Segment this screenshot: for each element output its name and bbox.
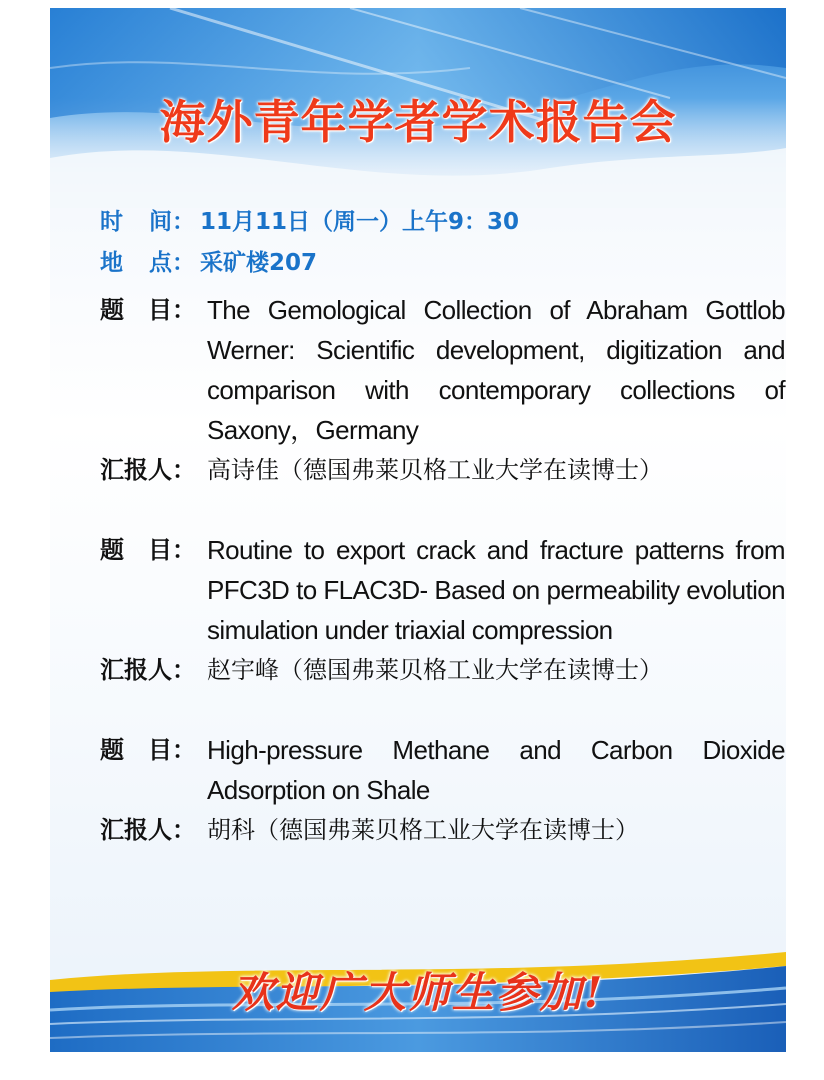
talk-1 [100, 290, 786, 490]
place-label [100, 244, 200, 277]
talk-3-topic: High-pressure Methane and Carbon Dioxide Adsorption on Shale [207, 735, 785, 805]
talk-3-reporter: 胡科（德国弗莱贝格工业大学在读博士） [207, 816, 639, 844]
welcome-slogan: 欢迎广大师生参加! [231, 968, 605, 1017]
time-line [100, 203, 519, 236]
talk-3 [100, 730, 786, 850]
reporter-label: 汇报人： [100, 816, 196, 844]
talk-2-reporter: 赵宇峰（德国弗莱贝格工业大学在读博士） [207, 656, 663, 684]
talk-1-topic-row [100, 290, 786, 450]
place-label-char-1: 地 [100, 250, 123, 276]
talk-2-topic-row [100, 530, 786, 650]
talk-2-reporter-row [100, 650, 786, 690]
place-colon: ： [172, 250, 195, 276]
talk-2-topic: Routine to export crack and fracture patterns from PFC3D to FLAC3D- Based on permeability evolution simulation under triaxial compression [207, 535, 785, 645]
place-line [100, 244, 317, 277]
poster-title: 海外青年学者学术报告会 [159, 95, 677, 149]
talk-3-topic-row [100, 730, 786, 810]
topic-label: 题 目： [100, 736, 196, 764]
time-label [100, 203, 200, 236]
reporter-label: 汇报人： [100, 456, 196, 484]
time-colon: ： [172, 209, 195, 235]
time-label-char-2: 间 [149, 209, 172, 235]
place-value: 采矿楼207 [200, 250, 318, 276]
time-value: 11月11日（周一）上午9：30 [200, 209, 520, 235]
talk-1-reporter: 高诗佳（德国弗莱贝格工业大学在读博士） [207, 456, 663, 484]
talk-2 [100, 530, 786, 690]
place-label-char-2: 点 [149, 250, 172, 276]
talk-1-topic: The Gemological Collection of Abraham Gottlob Werner: Scientific development, digitization and comparison with contemporary collections of Saxony，Germany [207, 295, 785, 445]
topic-label: 题 目： [100, 296, 196, 324]
topic-label: 题 目： [100, 536, 196, 564]
talk-1-reporter-row [100, 450, 786, 490]
talk-3-reporter-row [100, 810, 786, 850]
poster [50, 8, 786, 1052]
time-label-char-1: 时 [100, 209, 123, 235]
reporter-label: 汇报人： [100, 656, 196, 684]
